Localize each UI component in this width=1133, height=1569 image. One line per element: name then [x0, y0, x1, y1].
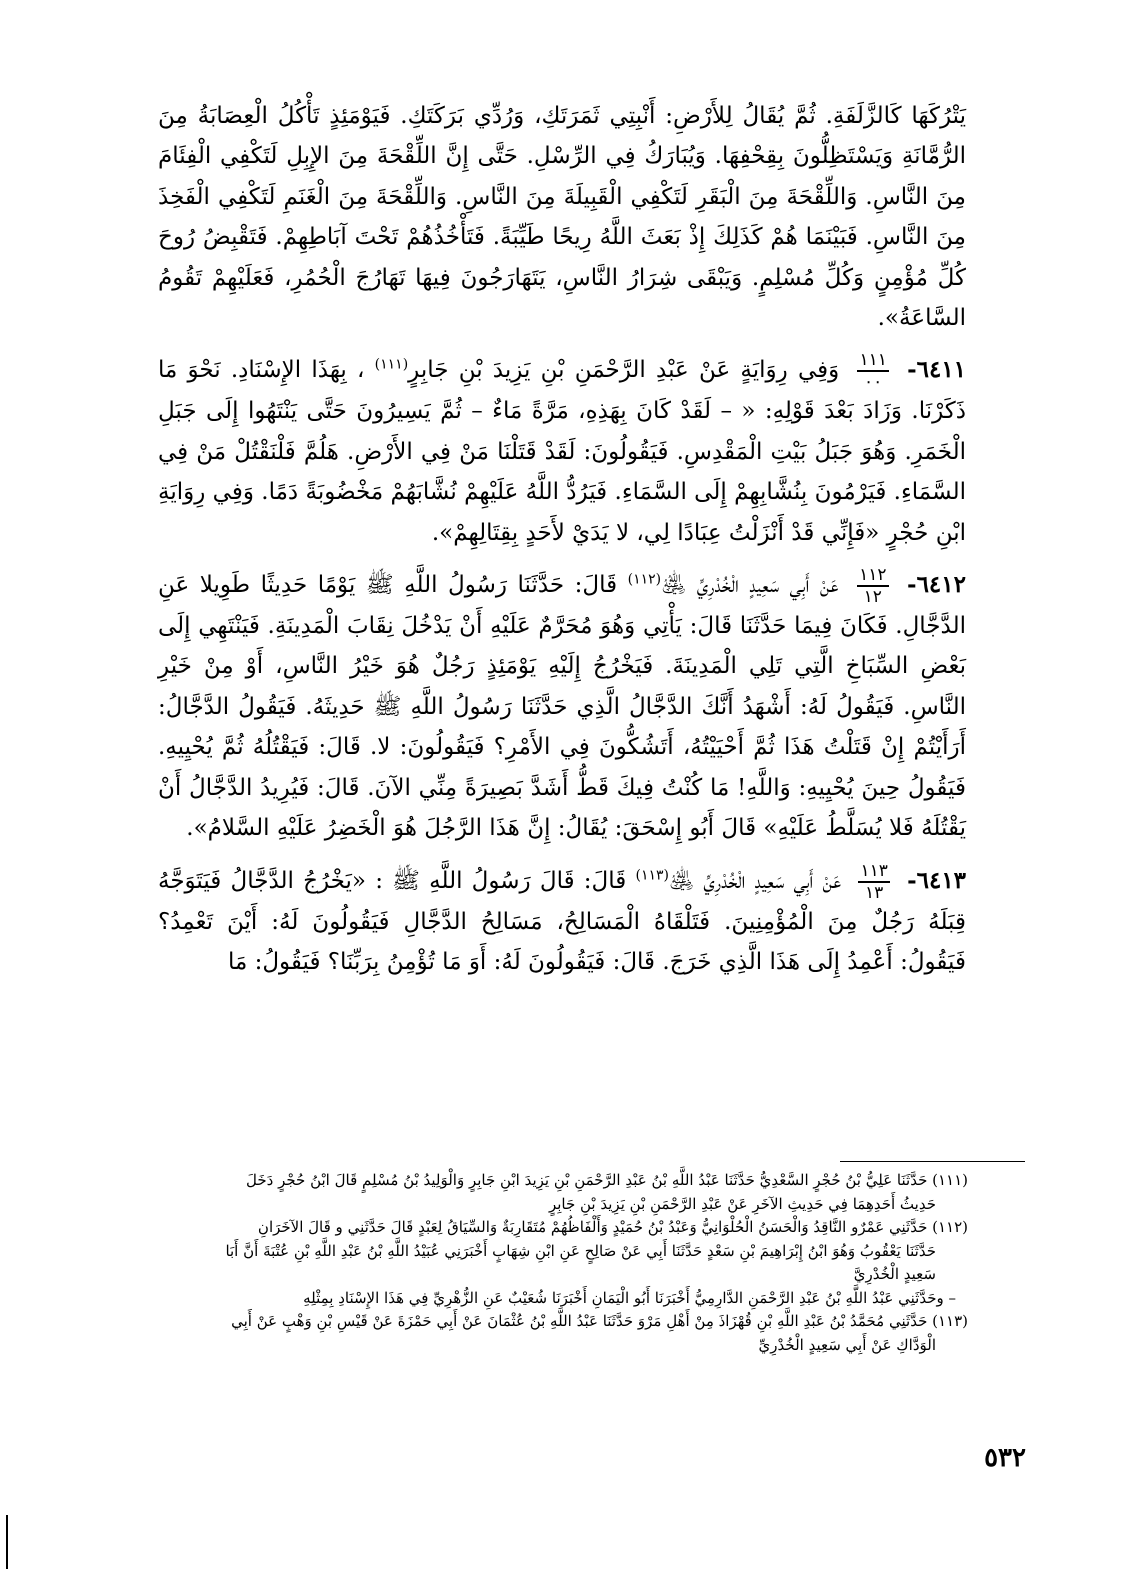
fraction-top: ١١٢	[859, 565, 887, 586]
hadith-text: قَالَ: قَالَ رَسُولُ اللَّهِ ﷺ : «يَخْرُجُ الدَّجَّالُ فَيَتَوَجَّهُ قِبَلَهُ رَجُلٌ مِنَ الْمُؤْمِنِينَ. فَتَلْقَاهُ الْمَسَالِحُ، مَسَالِحُ الدَّجَّالِ فَيَقُولُونَ لَهُ: أَيْنَ تَعْمِدُ؟ فَيَقُولُ: أَعْمِدُ إِلَى هَذَا الَّذِي خَرَجَ. قَالَ: فَيَقُولُونَ لَهُ: أَوَ مَا تُؤْمِنُ بِرَبِّنَا؟ فَيَقُولُ: مَا	[158, 867, 966, 975]
footnote-ref: (١١٣)	[635, 866, 669, 883]
footnote-112-alt-chain: – وحَدَّثَنِي عَبْدُ اللَّهِ بْنُ عَبْدِ الرَّحْمَنِ الدَّارِمِيُّ أَخْبَرَنَا أَبُو الْيَمَانِ أَخْبَرَنَا شُعَيْبٌ عَنِ الزُّهْرِيِّ فِي هَذَا الإِسْنَادِ بِمِثْلِهِ	[303, 1288, 956, 1307]
scan-edge-line	[6, 1515, 8, 1569]
footnote-112-cont: حَدَّثَنَا يَعْقُوبُ وَهُوَ ابْنُ إِبْرَاهِيمَ بْنِ سَعْدٍ حَدَّثَنَا أَبِي عَنْ صَالِحٍ عَنِ ابْنِ شِهَابٍ أَخْبَرَنِي عُبَيْدُ اللَّهِ بْنُ عَبْدِ اللَّهِ بْنِ عُتْبَةَ أَنَّ أَبَا	[225, 1241, 936, 1260]
fraction-bottom: ١٣	[865, 882, 884, 903]
hadith-text: ، بِهَذَا الإِسْنَادِ. نَحْوَ مَا ذَكَرْنَا. وَزَادَ بَعْدَ قَوْلِهِ: « – لَقَدْ كَانَ بِهَذِهِ، مَرَّةً مَاءٌ – ثُمَّ يَسِيرُونَ حَتَّى يَنْتَهُوا إِلَى جَبَلِ الْخَمَرِ. وَهُوَ جَبَلُ بَيْتِ الْمَقْدِسِ. فَيَقُولُونَ: لَقَدْ قَتَلْنَا مَنْ فِي الأَرْضِ. هَلُمَّ فَلْنَقْتُلْ مَنْ فِي السَّمَاءِ. فَيَرْمُونَ بِنُشَّابِهِمْ إِلَى السَّمَاءِ. فَيَرُدُّ اللَّهُ عَلَيْهِمْ نُشَّابَهُمْ مَخْضُوبَةً دَمًا. وَفِي رِوَايَةِ ابْنِ حُجْرٍ «فَإِنِّي قَدْ أَنْزَلْتُ عِبَادًا لِي، لا يَدَيْ لأَحَدٍ بِقِتَالِهِمْ».	[158, 357, 966, 546]
footnote-divider	[840, 1161, 1025, 1162]
footnote-113-cont: الْوَدَّاكِ عَنْ أَبِي سَعِيدٍ الْخُدْرِيِّ	[758, 1335, 936, 1354]
footnote-112-cont: سَعِيدٍ الْخُدْرِيَّ	[853, 1265, 936, 1283]
hadith-6412	[158, 565, 966, 848]
hadith-chain: عَنْ أَبِي سَعِيدٍ الْخُدْرِيِّ ﵁	[661, 572, 839, 599]
hadith-text: قَالَ: حَدَّثَنَا رَسُولُ اللَّهِ ﷺ يَوْمًا حَدِيثًا طَوِيلا عَنِ الدَّجَّالِ. فَكَانَ فِيمَا حَدَّثَنَا قَالَ: يَأْتِي وَهُوَ مُحَرَّمٌ عَلَيْهِ أَنْ يَدْخُلَ نِقَابَ الْمَدِينَةِ. فَيَنْتَهِي إِلَى بَعْضِ السِّبَاخِ الَّتِي تَلِي الْمَدِينَةَ. فَيَخْرُجُ إِلَيْهِ يَوْمَئِذٍ رَجُلٌ هُوَ خَيْرُ النَّاسِ، أَوْ مِنْ خَيْرِ النَّاسِ. فَيَقُولُ لَهُ: أَشْهَدُ أَنَّكَ الدَّجَّالُ الَّذِي حَدَّثَنَا رَسُولُ اللَّهِ ﷺ حَدِيثَهُ. فَيَقُولُ الدَّجَّالُ: أَرَأَيْتُمْ إِنْ قَتَلْتُ هَذَا ثُمَّ أَحْيَيْتُهُ، أَتَشُكُّونَ فِي الأَمْرِ؟ فَيَقُولُونَ: لا. قَالَ: فَيَقْتُلُهُ ثُمَّ يُحْيِيهِ. فَيَقُولُ حِينَ يُحْيِيهِ: وَاللَّهِ! مَا كُنْتُ فِيكَ قَطُّ أَشَدَّ بَصِيرَةً مِنِّي الآنَ. قَالَ: فَيُرِيدُ الدَّجَّالُ أَنْ يَقْتُلَهُ فَلا يُسَلَّطُ عَلَيْهِ» قَالَ أَبُو إِسْحَقَ: يُقَالُ: إِنَّ هَذَا الرَّجُلَ هُوَ الْخَضِرُ عَلَيْهِ السَّلامُ».	[158, 572, 966, 842]
fraction-bottom: ١٢	[863, 587, 882, 608]
hadith-number: ٦٤١١-	[907, 356, 967, 384]
continuation-paragraph: يَتْرُكَهَا كَالزَّلَفَةِ. ثُمَّ يُقَالُ لِلأَرْضِ: أَنْبِتِي ثَمَرَتَكِ، وَرُدِّي بَرَكَتَكِ. فَيَوْمَئِذٍ تَأْكُلُ الْعِصَابَةُ مِنَ الرُّمَّانَةِ وَيَسْتَظِلُّونَ بِقِحْفِهَا. وَيُبَارَكُ فِي الرِّسْلِ. حَتَّى إِنَّ اللِّقْحَةَ مِنَ الإِبِلِ لَتَكْفِي الْفِئَامَ مِنَ النَّاسِ. وَاللِّقْحَةَ مِنَ الْبَقَرِ لَتَكْفِي الْقَبِيلَةَ مِنَ النَّاسِ. وَاللِّقْحَةَ مِنَ الْغَنَمِ لَتَكْفِي الْفَخِذَ مِنَ النَّاسِ. فَبَيْنَمَا هُمْ كَذَلِكَ إِذْ بَعَثَ اللَّهُ رِيحًا طَيِّبَةً. فَتَأْخُذُهُمْ تَحْتَ آبَاطِهِمْ. فَتَقْبِضُ رُوحَ كُلِّ مُؤْمِنٍ وَكُلِّ مُسْلِمٍ. وَيَبْقَى شِرَارُ النَّاسِ، يَتَهَارَجُونَ فِيهَا تَهَارُجَ الْحُمُرِ، فَعَلَيْهِمْ تَقُومُ السَّاعَةُ».	[158, 103, 966, 332]
fraction-top: ١١١	[859, 350, 887, 371]
cross-ref-fraction	[858, 862, 889, 902]
fraction-bottom: ٠٠	[864, 372, 883, 393]
footnote-111-cont: حَدِيثُ أَحَدِهِمَا فِي حَدِيثِ الآخَرِ عَنْ عَبْدِ الرَّحْمَنِ بْنِ يَزِيدَ بْنِ جَابِرٍ	[548, 1194, 936, 1213]
footnote-ref: (١١٢)	[627, 571, 662, 588]
hadith-number: ٦٤١٣-	[907, 866, 967, 894]
cross-ref-fraction	[857, 351, 888, 391]
hadith-number: ٦٤١٢-	[907, 571, 966, 599]
footnote-111: (١١١) حَدَّثَنَا عَلِيُّ بْنُ حُجْرٍ السَّعْدِيُّ حَدَّثَنَا عَبْدُ اللَّهِ بْنُ عَبْدِ الرَّحْمَنِ بْنِ يَزِيدَ ابْنِ جَابِرٍ وَالْوَلِيدُ بْنُ مُسْلِمٍ قَالَ ابْنُ حُجْرٍ دَخَلَ	[246, 1171, 968, 1189]
hadith-chain: وَفِي رِوَايَةٍ عَنْ عَبْدِ الرَّحْمَنِ بْنِ يَزِيدَ بْنِ جَابِرٍ	[408, 357, 840, 384]
footnote-113: (١١٣) حَدَّثَنِي مُحَمَّدُ بْنُ عَبْدِ اللَّهِ بْنِ قُهْزَاذَ مِنْ أَهْلِ مَرْوَ حَدَّثَنَا عَبْدُ اللَّهِ بْنُ عُثْمَانَ عَنْ أَبِي حَمْزَةَ عَنْ قَيْسِ بْنِ وَهْبٍ عَنْ أَبِي	[231, 1312, 968, 1330]
main-text	[158, 96, 966, 982]
hadith-6411	[158, 350, 966, 553]
hadith-6413	[158, 861, 966, 983]
footnote-ref: (١١١)	[374, 356, 409, 373]
cross-ref-fraction	[857, 566, 888, 606]
hadith-chain: عَنْ أَبِي سَعِيدٍ الْخُدْرِيِّ ﵁	[668, 867, 842, 894]
footnote-112: (١١٢) حَدَّثَنِي عَمْرٌو النَّاقِدُ وَالْحَسَنُ الْحُلْوَانِيُّ وَعَبْدُ بْنُ حُمَيْدٍ وَأَلْفَاظُهُمْ مُتَقَارِبَةٌ وَالسِّيَاقُ لِعَبْدٍ قَالَ حَدَّثَنِي و قَالَ الآخَرَانِ	[257, 1218, 968, 1236]
footnotes	[156, 1169, 968, 1357]
fraction-top: ١١٣	[860, 860, 888, 881]
page-number: ٥٣٢	[984, 1443, 1026, 1473]
